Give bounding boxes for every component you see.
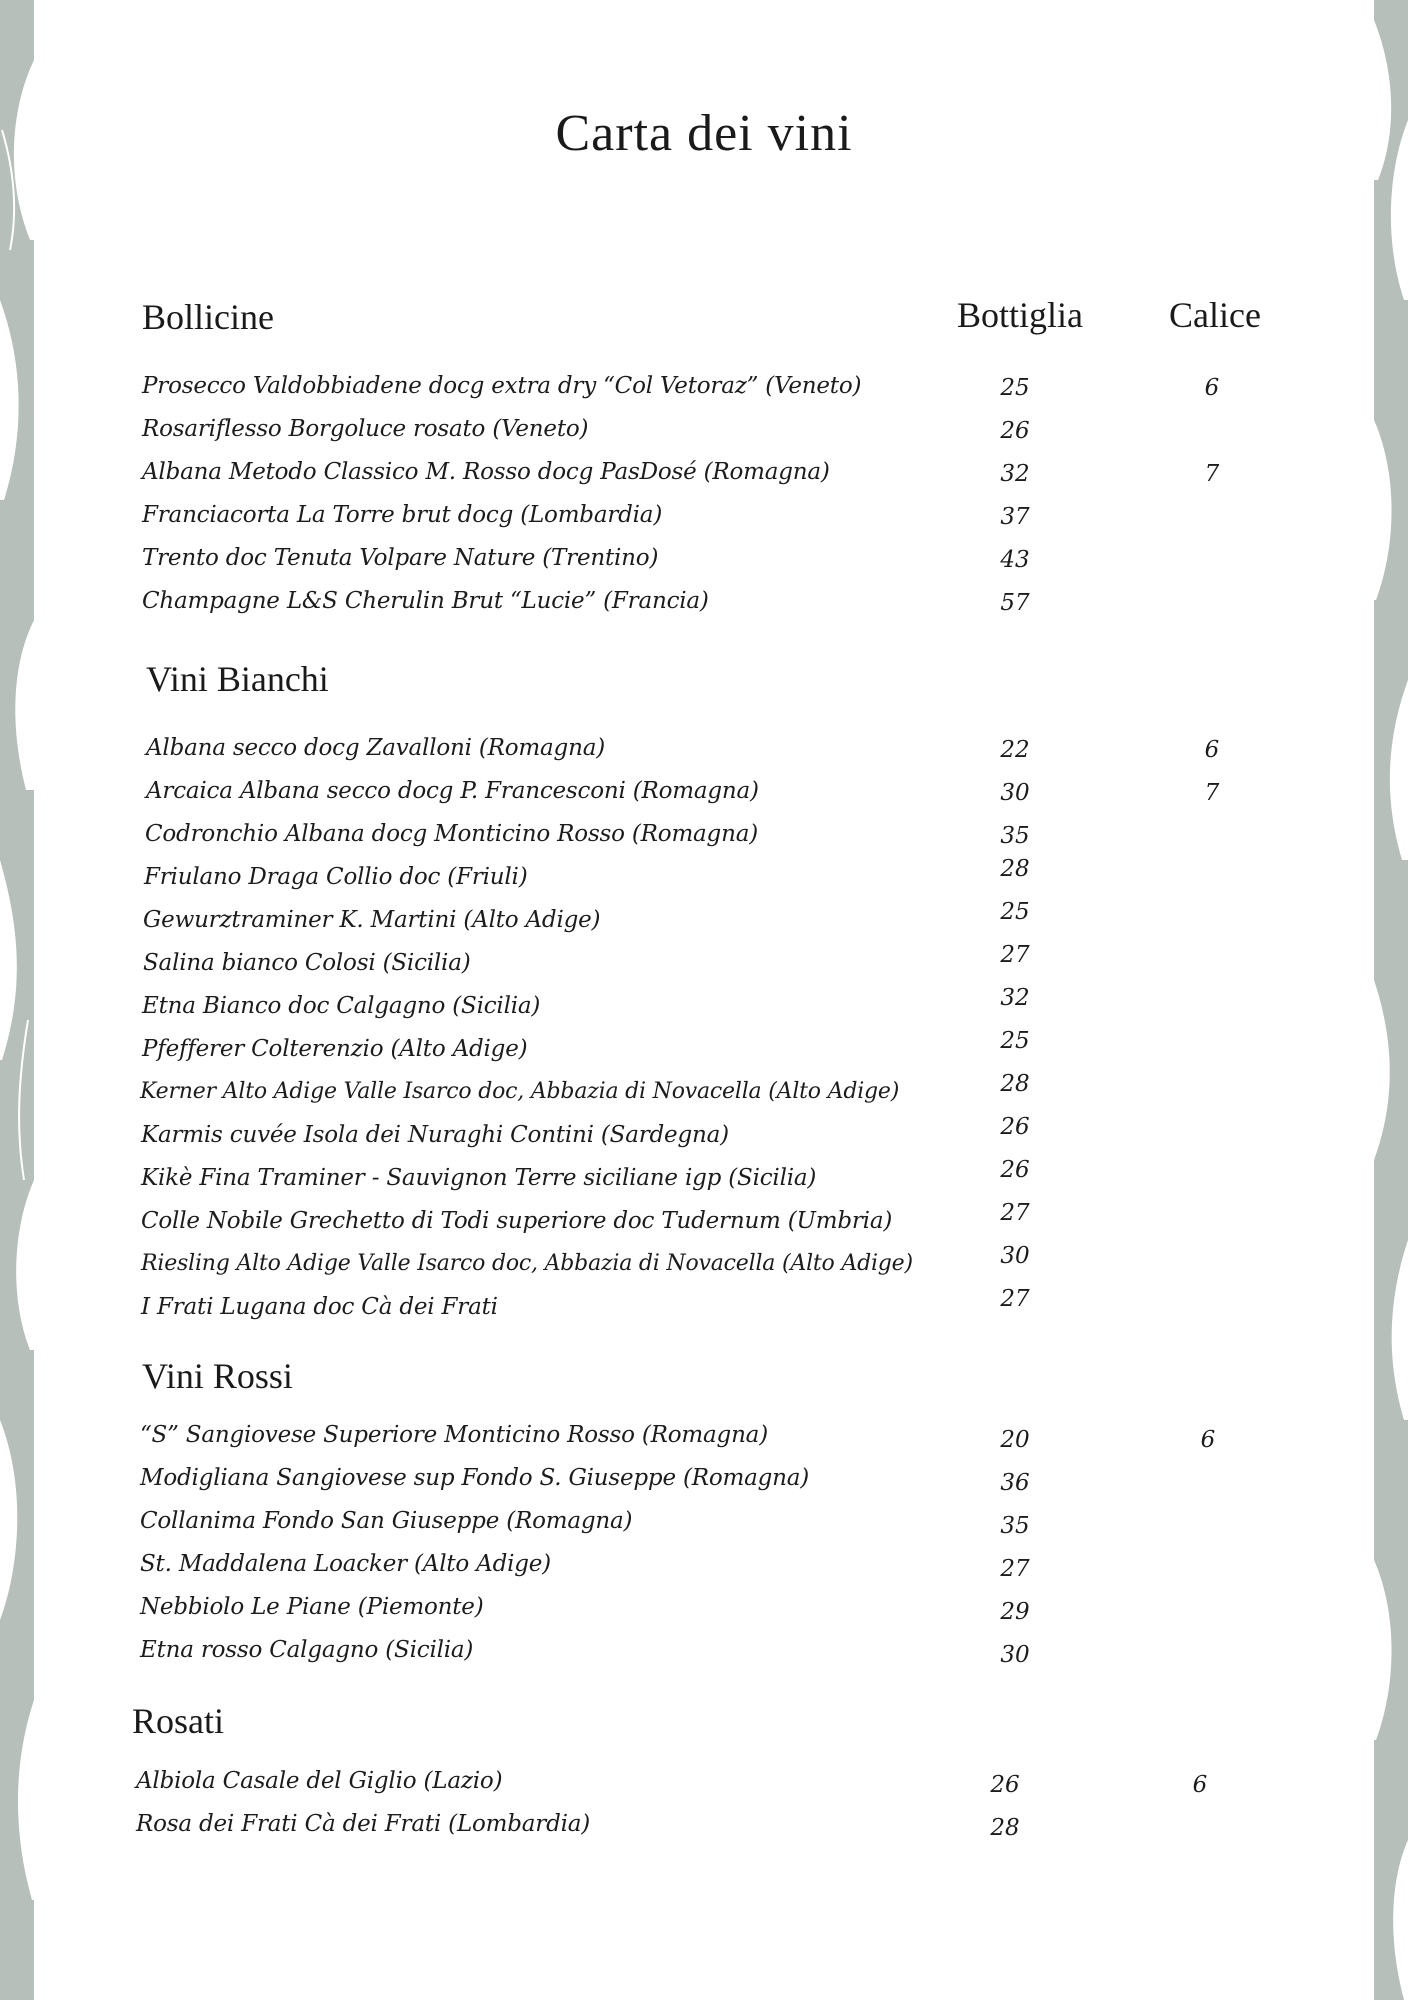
bottle-price: 28: [990, 1815, 1020, 1841]
wine-row: [0, 942, 1408, 993]
wine-name: Modigliana Sangiovese sup Fondo S. Giuseppe (Romagna): [140, 1465, 810, 1491]
wine-name: Etna Bianco doc Calgagno (Sicilia): [142, 993, 541, 1019]
wine-row: [0, 1811, 1408, 1854]
bottle-price: 27: [1000, 942, 1030, 968]
wine-name: St. Maddalena Loacker (Alto Adige): [140, 1551, 551, 1577]
page-title: Carta dei vini: [555, 105, 853, 162]
wine-row: [0, 416, 1408, 459]
wine-row: [0, 1200, 1408, 1251]
wine-name: Rosa dei Frati Cà dei Frati (Lombardia): [136, 1811, 591, 1837]
bottle-price: 37: [1000, 504, 1030, 530]
wine-row: [0, 1594, 1408, 1637]
wine-name: Rosariflesso Borgoluce rosato (Veneto): [142, 416, 589, 442]
section-title: Bollicine: [142, 297, 274, 337]
bottle-price: 26: [1000, 1114, 1030, 1140]
bottle-price: 27: [1000, 1286, 1030, 1312]
glass-price: 7: [1204, 780, 1220, 806]
wine-name: Albiola Casale del Giglio (Lazio): [136, 1768, 503, 1794]
wine-name: Friulano Draga Collio doc (Friuli): [144, 864, 528, 890]
wine-name: Pfefferer Colterenzio (Alto Adige): [142, 1036, 528, 1062]
bottle-price: 35: [1000, 823, 1030, 849]
bottle-price: 32: [1000, 461, 1030, 487]
wine-row: [0, 502, 1408, 545]
wine-row: [0, 1508, 1408, 1551]
wine-row: [0, 778, 1408, 821]
wine-name: Trento doc Tenuta Volpare Nature (Trentino): [142, 545, 659, 571]
wine-row: [0, 1768, 1408, 1811]
wine-name: I Frati Lugana doc Cà dei Frati: [141, 1294, 498, 1320]
wine-row: [0, 1465, 1408, 1508]
wine-name: Riesling Alto Adige Valle Isarco doc, Abbazia di Novacella (Alto Adige): [141, 1251, 913, 1276]
section-title: Rosati: [132, 1701, 225, 1741]
wine-row: [0, 1157, 1408, 1208]
bottle-price: 36: [1000, 1470, 1030, 1496]
bottle-price: 28: [1000, 1071, 1030, 1097]
wine-name: Kerner Alto Adige Valle Isarco doc, Abbazia di Novacella (Alto Adige): [140, 1079, 900, 1104]
wine-row: [0, 985, 1408, 1036]
wine-row: [0, 899, 1408, 950]
wine-row: [0, 545, 1408, 588]
wine-row: [0, 735, 1408, 778]
bottle-price: 29: [1000, 1599, 1030, 1625]
bottle-price: 30: [1000, 1642, 1030, 1668]
glass-price: 7: [1204, 461, 1220, 487]
wine-name: Colle Nobile Grechetto di Todi superiore doc Tudernum (Umbria): [141, 1208, 893, 1234]
glass-price: 6: [1192, 1772, 1208, 1798]
wine-row: [0, 1551, 1408, 1594]
wine-name: Karmis cuvée Isola dei Nuraghi Contini (Sardegna): [141, 1122, 729, 1148]
column-header-bottle: Bottiglia: [957, 295, 1083, 335]
bottle-price: 30: [1000, 780, 1030, 806]
glass-price: 6: [1204, 375, 1220, 401]
wine-name: Etna rosso Calgagno (Sicilia): [140, 1637, 474, 1663]
column-header-glass: Calice: [1169, 295, 1261, 335]
wine-name: Gewurztraminer K. Martini (Alto Adige): [143, 907, 601, 933]
wine-row: [0, 459, 1408, 502]
wine-name: “S” Sangiovese Superiore Monticino Rosso (Romagna): [140, 1422, 768, 1448]
wine-name: Salina bianco Colosi (Sicilia): [143, 950, 471, 976]
wine-name: Champagne L&S Cherulin Brut “Lucie” (Francia): [142, 588, 709, 614]
bottle-price: 27: [1000, 1556, 1030, 1582]
bottle-price: 26: [1000, 1157, 1030, 1183]
wine-name: Kikè Fina Traminer - Sauvignon Terre siciliane igp (Sicilia): [141, 1165, 817, 1191]
wine-name: Codronchio Albana docg Monticino Rosso (Romagna): [145, 821, 758, 847]
wine-row: [0, 1243, 1408, 1294]
bottle-price: 35: [1000, 1513, 1030, 1539]
wine-name: Franciacorta La Torre brut docg (Lombardia): [142, 502, 663, 528]
wine-name: Collanima Fondo San Giuseppe (Romagna): [140, 1508, 633, 1534]
glass-price: 6: [1200, 1427, 1216, 1453]
bottle-price: 28: [1000, 856, 1030, 882]
bottle-price: 57: [1000, 590, 1030, 616]
wine-name: Albana Metodo Classico M. Rosso docg PasDosé (Romagna): [142, 459, 830, 485]
glass-price: 6: [1204, 737, 1220, 763]
wine-name: Nebbiolo Le Piane (Piemonte): [140, 1594, 484, 1620]
wine-row: [0, 1286, 1408, 1337]
wine-name: Albana secco docg Zavalloni (Romagna): [146, 735, 605, 761]
wine-row: [0, 1637, 1408, 1680]
bottle-price: 43: [1000, 547, 1030, 573]
bottle-price: 20: [1000, 1427, 1030, 1453]
wine-row: [0, 1114, 1408, 1165]
bottle-price: 32: [1000, 985, 1030, 1011]
bottle-price: 25: [1000, 375, 1030, 401]
wine-name: Arcaica Albana secco docg P. Francesconi (Romagna): [146, 778, 759, 804]
wine-row: [0, 856, 1408, 907]
bottle-price: 27: [1000, 1200, 1030, 1226]
bottle-price: 25: [1000, 1028, 1030, 1054]
wine-row: [0, 1071, 1408, 1122]
section-title: Vini Rossi: [142, 1356, 293, 1396]
bottle-price: 26: [1000, 418, 1030, 444]
wine-row: [0, 821, 1408, 864]
wine-row: [0, 373, 1408, 416]
section-title: Vini Bianchi: [146, 659, 329, 699]
wine-name: Prosecco Valdobbiadene docg extra dry “Col Vetoraz” (Veneto): [142, 373, 862, 399]
bottle-price: 26: [990, 1772, 1020, 1798]
wine-row: [0, 1028, 1408, 1079]
bottle-price: 22: [1000, 737, 1030, 763]
bottle-price: 30: [1000, 1243, 1030, 1269]
wine-row: [0, 1422, 1408, 1465]
bottle-price: 25: [1000, 899, 1030, 925]
wine-row: [0, 588, 1408, 631]
